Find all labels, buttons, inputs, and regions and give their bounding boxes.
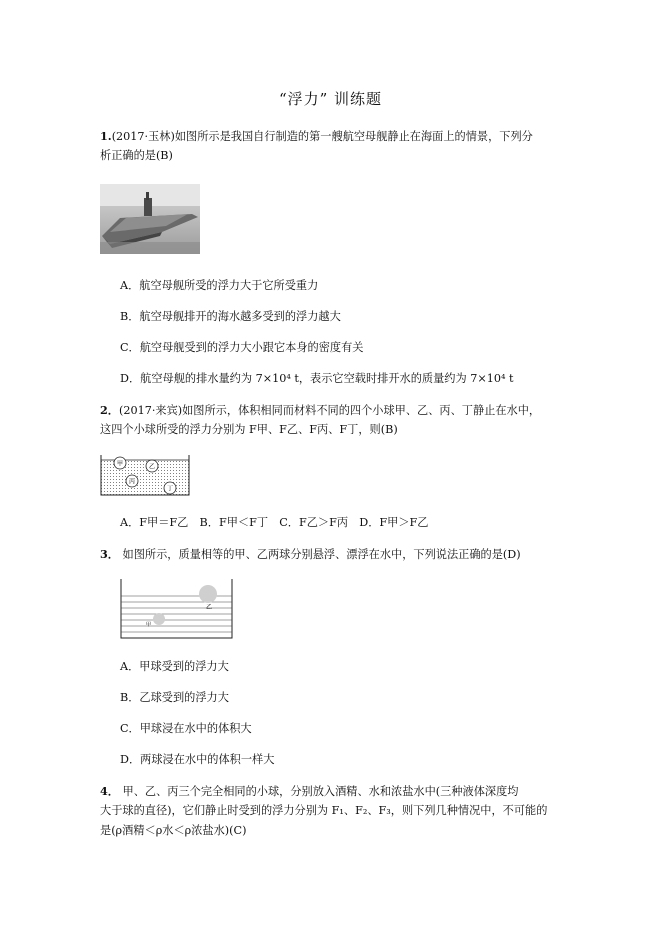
ball-label-jia: 甲: [146, 622, 152, 628]
question-4-text: 甲、乙、丙三个完全相同的小球，分别放入酒精、水和浓盐水中(三种液体深度均: [118, 785, 519, 798]
four-balls-in-water-figure: [100, 454, 190, 496]
question-2-text: (2017·来宾)如图所示，体积相同而材料不同的四个小球甲、乙、丙、丁静止在水中，: [118, 404, 541, 417]
ball-label-ding: 丁: [166, 485, 174, 493]
question-4-number: 4．: [100, 784, 119, 798]
question-3-option-b: B．乙球受到的浮力大: [120, 691, 229, 704]
ball-label-bing: 丙: [128, 478, 136, 486]
question-2-number: 2．: [100, 403, 119, 417]
question-3-option-c: C．甲球浸在水中的体积大: [120, 722, 252, 735]
question-1-line-1: [100, 128, 570, 145]
question-3-text: 如图所示，质量相等的甲、乙两球分别悬浮、漂浮在水中，下列说法正确的是(D): [118, 548, 521, 561]
question-2-options: A．F甲＝F乙 B．F甲＜F丁 C．F乙＞F丙 D．F甲＞F乙: [120, 516, 429, 529]
question-1-option-d: D．航空母舰的排水量约为 7×10⁴ t，表示它空载时排开水的质量约为 7×10⁴ t: [120, 372, 514, 385]
question-2-line-2: 这四个小球所受的浮力分别为 F甲、F乙、F丙、F丁，则(B): [100, 423, 398, 436]
question-4-line-3: 是(ρ酒精＜ρ水＜ρ浓盐水)(C): [100, 824, 247, 837]
question-4-line-2: 大于球的直径)，它们静止时受到的浮力分别为 F₁、F₂、F₃，则下列几种情况中，不可能的: [100, 804, 548, 817]
question-1-line-2: 析正确的是(B): [100, 149, 173, 162]
question-2-line-1: [100, 402, 570, 419]
question-1-option-a: A．航空母舰所受的浮力大于它所受重力: [120, 279, 319, 292]
question-3-option-d: D．两球浸在水中的体积一样大: [120, 753, 275, 766]
ball-label-jia: 甲: [116, 460, 124, 468]
question-1-option-c: C．航空母舰受到的浮力大小跟它本身的密度有关: [120, 341, 364, 354]
question-1-option-b: B．航空母舰排开的海水越多受到的浮力越大: [120, 310, 341, 323]
page-title: “浮力” 训练题: [278, 90, 383, 108]
question-3-line-1: [100, 546, 570, 563]
question-1-text: (2017·玉林)如图所示是我国自行制造的第一艘航空母舰静止在海面上的情景，下列分: [111, 130, 533, 143]
question-3-option-a: A．甲球受到的浮力大: [120, 660, 229, 673]
ball-label-yi: 乙: [148, 463, 156, 471]
ball-label-yi: 乙: [206, 604, 213, 611]
two-balls-in-water-figure: [120, 578, 234, 640]
question-1-number: 1.: [100, 129, 112, 143]
question-4-line-1: [100, 783, 570, 800]
question-3-number: 3．: [100, 547, 119, 561]
aircraft-carrier-photo: [100, 184, 200, 254]
